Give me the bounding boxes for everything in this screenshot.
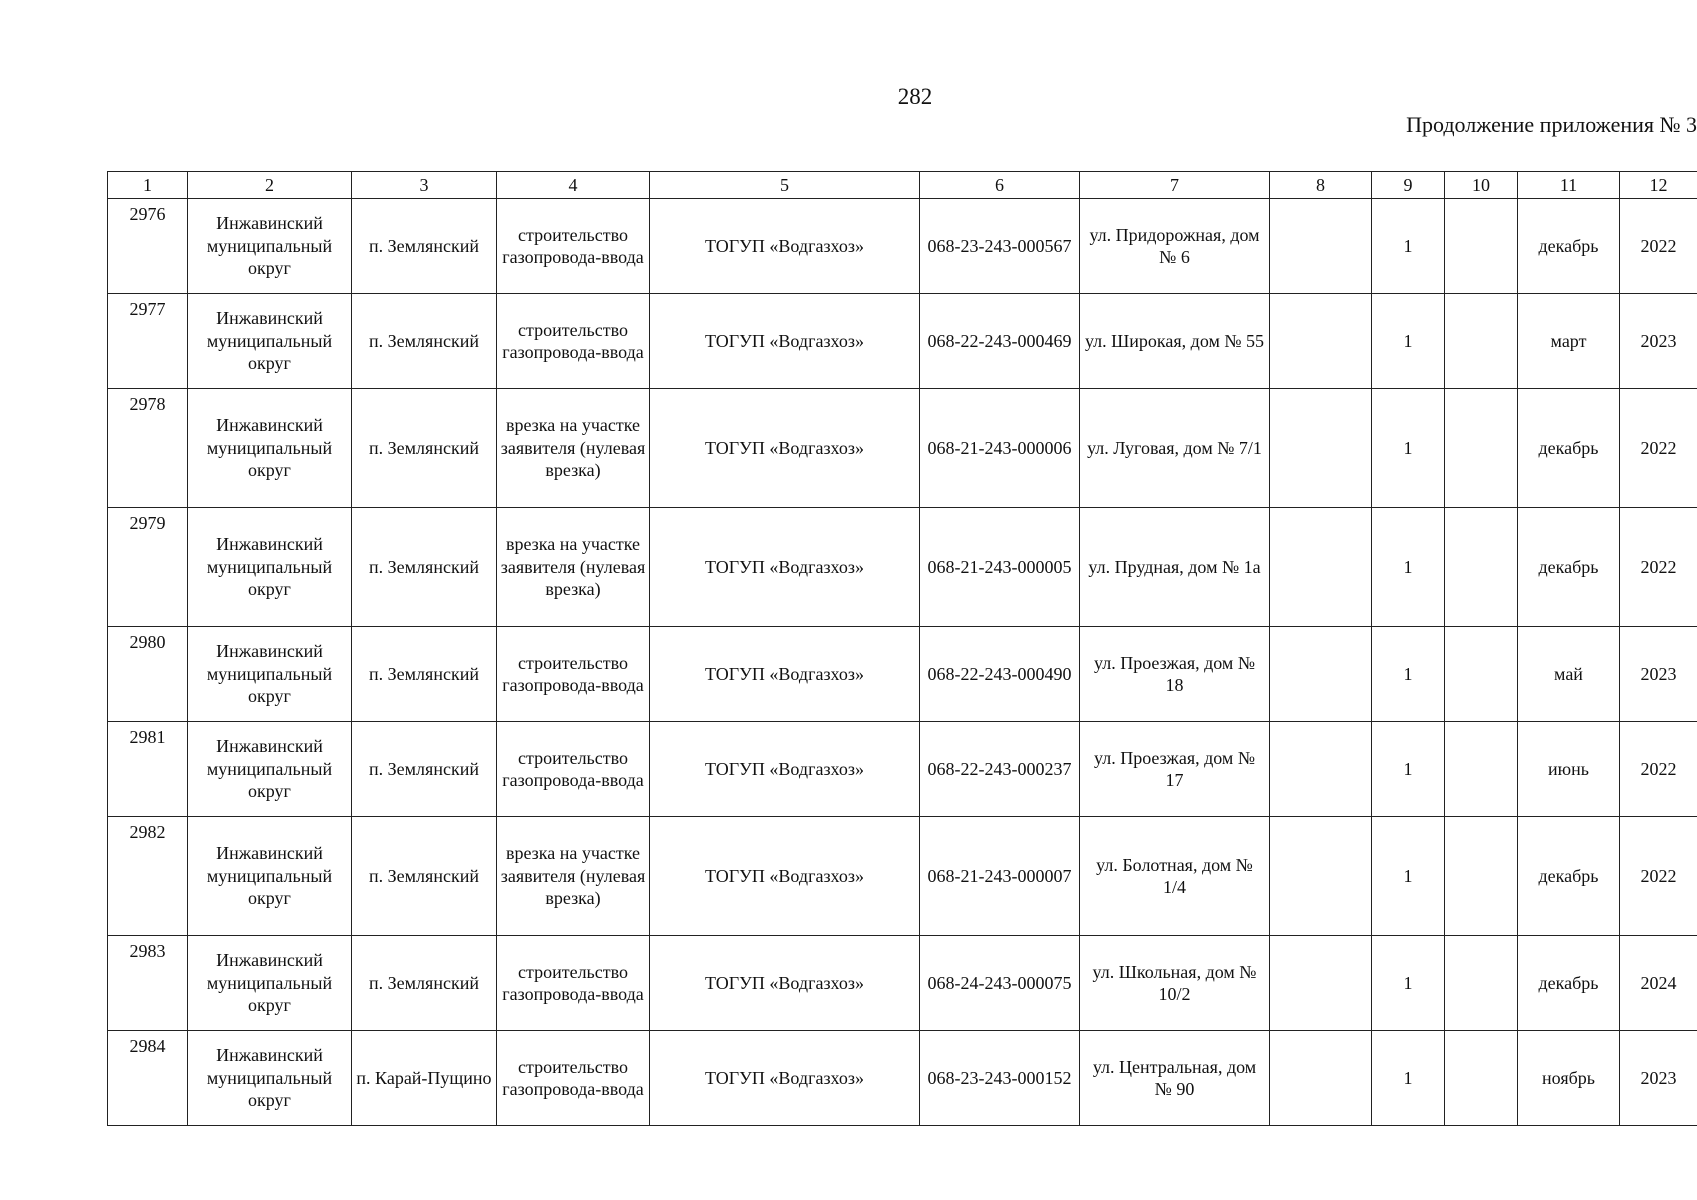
cell-settlement [352, 1031, 497, 1126]
cell-application-number [920, 627, 1080, 722]
table-row [108, 389, 1697, 508]
cell-text: декабрь [1538, 437, 1599, 458]
cell-settlement [352, 627, 497, 722]
cell-work-type [497, 936, 650, 1031]
column-header: 9 [1372, 172, 1445, 199]
cell-text: июнь [1548, 758, 1589, 779]
cell-year [1620, 389, 1697, 508]
cell-text: ТОГУП «Водгазхоз» [705, 437, 864, 458]
cell-application-number [920, 389, 1080, 508]
table-row [108, 1031, 1697, 1126]
cell-settlement [352, 936, 497, 1031]
cell-text: врезка на участке заявителя (нулевая врезка) [500, 534, 646, 600]
table-row [108, 508, 1697, 627]
cell-text: 068-23-243-000567 [927, 235, 1072, 256]
cell-text: 068-21-243-000006 [927, 437, 1072, 458]
cell-quantity [1372, 817, 1445, 936]
table-row [108, 817, 1697, 936]
cell-text: ТОГУП «Водгазхоз» [705, 330, 864, 351]
cell-address [1080, 722, 1270, 817]
column-header: 12 [1620, 172, 1697, 199]
cell-col-8 [1270, 508, 1372, 627]
cell-work-type [497, 294, 650, 389]
cell-text: 2024 [1640, 972, 1677, 993]
cell-application-number [920, 508, 1080, 627]
cell-district [188, 722, 352, 817]
cell-text: п. Землянский [369, 235, 479, 256]
column-header: 7 [1080, 172, 1270, 199]
cell-text: ул. Широкая, дом № 55 [1084, 330, 1265, 351]
cell-text: п. Землянский [369, 437, 479, 458]
cell-month [1518, 199, 1620, 294]
table-header [108, 172, 1697, 199]
cell-text: п. Землянский [369, 330, 479, 351]
cell-text: 2979 [129, 513, 166, 533]
cell-organization [650, 817, 920, 936]
cell-organization [650, 722, 920, 817]
cell-text: 2978 [129, 394, 166, 414]
cell-year [1620, 199, 1697, 294]
cell-district [188, 199, 352, 294]
cell-text: 1 [1403, 437, 1413, 458]
cell-text: 1 [1403, 758, 1413, 779]
cell-row-number [108, 936, 188, 1031]
cell-address [1080, 627, 1270, 722]
cell-settlement [352, 294, 497, 389]
cell-col-8 [1270, 1031, 1372, 1126]
cell-text: строительство газопровода-ввода [502, 319, 644, 362]
cell-work-type [497, 817, 650, 936]
cell-text: декабрь [1538, 972, 1599, 993]
cell-text: врезка на участке заявителя (нулевая врезка) [500, 843, 646, 909]
cell-text: п. Землянский [369, 758, 479, 779]
cell-application-number [920, 1031, 1080, 1126]
cell-text: строительство газопровода-ввода [502, 747, 644, 790]
cell-month [1518, 389, 1620, 508]
cell-text: 2023 [1640, 663, 1677, 684]
cell-month [1518, 936, 1620, 1031]
cell-text: 2023 [1640, 330, 1677, 351]
cell-address [1080, 1031, 1270, 1126]
cell-text: 1 [1403, 972, 1413, 993]
cell-address [1080, 389, 1270, 508]
cell-month [1518, 1031, 1620, 1126]
cell-text: п. Землянский [369, 865, 479, 886]
cell-address [1080, 508, 1270, 627]
column-header: 11 [1518, 172, 1620, 199]
cell-quantity [1372, 389, 1445, 508]
cell-row-number [108, 722, 188, 817]
cell-text: 068-21-243-000005 [927, 556, 1072, 577]
cell-text: 2022 [1640, 865, 1677, 886]
cell-row-number [108, 817, 188, 936]
cell-text: 068-23-243-000152 [927, 1067, 1072, 1088]
cell-col-10 [1445, 817, 1518, 936]
cell-text: 1 [1403, 235, 1413, 256]
cell-text: ул. Проезжая, дом № 18 [1094, 652, 1255, 695]
cell-text: ТОГУП «Водгазхоз» [705, 758, 864, 779]
cell-work-type [497, 389, 650, 508]
cell-district [188, 1031, 352, 1126]
header-row [108, 172, 1697, 199]
cell-text: 2023 [1640, 1067, 1677, 1088]
cell-text: май [1554, 663, 1583, 684]
cell-text: п. Землянский [369, 972, 479, 993]
cell-address [1080, 199, 1270, 294]
cell-organization [650, 936, 920, 1031]
table-row [108, 722, 1697, 817]
cell-work-type [497, 199, 650, 294]
cell-organization [650, 1031, 920, 1126]
cell-settlement [352, 722, 497, 817]
cell-text: п. Карай-Пущино [356, 1067, 492, 1088]
cell-organization [650, 199, 920, 294]
cell-quantity [1372, 722, 1445, 817]
cell-year [1620, 1031, 1697, 1126]
cell-text: декабрь [1538, 556, 1599, 577]
cell-text: 2022 [1640, 235, 1677, 256]
cell-text: ул. Школьная, дом № 10/2 [1092, 961, 1257, 1004]
cell-application-number [920, 936, 1080, 1031]
cell-text: 1 [1403, 556, 1413, 577]
cell-organization [650, 294, 920, 389]
cell-district [188, 389, 352, 508]
column-header: 3 [352, 172, 497, 199]
cell-text: Инжавинский муниципальный округ [206, 950, 333, 1016]
cell-text: п. Землянский [369, 556, 479, 577]
cell-quantity [1372, 936, 1445, 1031]
cell-text: Инжавинский муниципальный округ [206, 1045, 333, 1111]
cell-text: 2022 [1640, 437, 1677, 458]
cell-row-number [108, 199, 188, 294]
cell-quantity [1372, 508, 1445, 627]
column-header: 1 [108, 172, 188, 199]
cell-text: 2981 [129, 727, 166, 747]
cell-text: ул. Проезжая, дом № 17 [1094, 747, 1255, 790]
cell-text: 2022 [1640, 556, 1677, 577]
cell-col-10 [1445, 627, 1518, 722]
cell-settlement [352, 817, 497, 936]
cell-text: Инжавинский муниципальный округ [206, 534, 333, 600]
cell-application-number [920, 294, 1080, 389]
cell-col-10 [1445, 722, 1518, 817]
cell-year [1620, 508, 1697, 627]
cell-text: 068-22-243-000469 [927, 330, 1072, 351]
cell-month [1518, 508, 1620, 627]
cell-text: строительство газопровода-ввода [502, 224, 644, 267]
cell-application-number [920, 722, 1080, 817]
cell-year [1620, 294, 1697, 389]
cell-work-type [497, 722, 650, 817]
cell-text: строительство газопровода-ввода [502, 961, 644, 1004]
cell-district [188, 294, 352, 389]
cell-col-8 [1270, 294, 1372, 389]
cell-text: 068-24-243-000075 [927, 972, 1072, 993]
cell-text: Инжавинский муниципальный округ [206, 308, 333, 374]
cell-quantity [1372, 1031, 1445, 1126]
cell-quantity [1372, 627, 1445, 722]
cell-col-10 [1445, 508, 1518, 627]
page-number: 282 [897, 84, 933, 109]
cell-month [1518, 817, 1620, 936]
cell-text: 1 [1403, 663, 1413, 684]
cell-text: декабрь [1538, 235, 1599, 256]
registry-table [107, 171, 1697, 1126]
cell-col-8 [1270, 389, 1372, 508]
cell-row-number [108, 627, 188, 722]
cell-text: 1 [1403, 330, 1413, 351]
cell-quantity [1372, 294, 1445, 389]
cell-address [1080, 817, 1270, 936]
cell-text: Инжавинский муниципальный округ [206, 843, 333, 909]
cell-work-type [497, 1031, 650, 1126]
cell-year [1620, 722, 1697, 817]
cell-text: п. Землянский [369, 663, 479, 684]
cell-text: 2976 [129, 204, 166, 224]
cell-text: 2982 [129, 822, 166, 842]
cell-organization [650, 627, 920, 722]
cell-col-8 [1270, 199, 1372, 294]
cell-text: ТОГУП «Водгазхоз» [705, 865, 864, 886]
appendix-continuation-note: Продолжение приложения № 3 [1406, 112, 1697, 137]
cell-settlement [352, 389, 497, 508]
cell-text: ноябрь [1542, 1067, 1595, 1088]
cell-text: ТОГУП «Водгазхоз» [705, 972, 864, 993]
column-header: 5 [650, 172, 920, 199]
cell-text: строительство газопровода-ввода [502, 652, 644, 695]
cell-col-8 [1270, 817, 1372, 936]
cell-text: 2984 [129, 1036, 166, 1056]
table-row [108, 627, 1697, 722]
cell-text: ТОГУП «Водгазхоз» [705, 556, 864, 577]
cell-text: Инжавинский муниципальный округ [206, 213, 333, 279]
cell-settlement [352, 508, 497, 627]
cell-text: ул. Придорожная, дом № 6 [1089, 224, 1260, 267]
cell-text: март [1550, 330, 1587, 351]
cell-row-number [108, 294, 188, 389]
cell-col-10 [1445, 389, 1518, 508]
cell-district [188, 936, 352, 1031]
cell-text: ТОГУП «Водгазхоз» [705, 235, 864, 256]
cell-col-8 [1270, 722, 1372, 817]
cell-text: 2022 [1640, 758, 1677, 779]
cell-work-type [497, 627, 650, 722]
cell-text: ул. Прудная, дом № 1а [1088, 556, 1261, 577]
cell-year [1620, 817, 1697, 936]
cell-district [188, 817, 352, 936]
cell-row-number [108, 508, 188, 627]
column-header: 6 [920, 172, 1080, 199]
cell-text: 068-22-243-000237 [927, 758, 1072, 779]
cell-district [188, 508, 352, 627]
cell-col-8 [1270, 936, 1372, 1031]
cell-text: 2983 [129, 941, 166, 961]
cell-col-10 [1445, 294, 1518, 389]
cell-organization [650, 508, 920, 627]
cell-year [1620, 936, 1697, 1031]
cell-month [1518, 722, 1620, 817]
cell-text: Инжавинский муниципальный округ [206, 641, 333, 707]
cell-text: врезка на участке заявителя (нулевая врезка) [500, 415, 646, 481]
cell-settlement [352, 199, 497, 294]
cell-quantity [1372, 199, 1445, 294]
cell-col-10 [1445, 199, 1518, 294]
cell-row-number [108, 1031, 188, 1126]
table-row [108, 199, 1697, 294]
cell-text: 2977 [129, 299, 166, 319]
table-row [108, 936, 1697, 1031]
cell-col-10 [1445, 1031, 1518, 1126]
cell-text: 2980 [129, 632, 166, 652]
cell-text: ТОГУП «Водгазхоз» [705, 663, 864, 684]
cell-organization [650, 389, 920, 508]
cell-col-8 [1270, 627, 1372, 722]
cell-text: ул. Болотная, дом № 1/4 [1096, 854, 1253, 897]
cell-application-number [920, 817, 1080, 936]
cell-text: ул. Луговая, дом № 7/1 [1087, 437, 1262, 458]
cell-month [1518, 627, 1620, 722]
cell-col-10 [1445, 936, 1518, 1031]
cell-month [1518, 294, 1620, 389]
cell-text: строительство газопровода-ввода [502, 1056, 644, 1099]
cell-text: 1 [1403, 1067, 1413, 1088]
cell-work-type [497, 508, 650, 627]
column-header: 2 [188, 172, 352, 199]
cell-text: 068-22-243-000490 [927, 663, 1072, 684]
cell-district [188, 627, 352, 722]
column-header: 8 [1270, 172, 1372, 199]
cell-text: декабрь [1538, 865, 1599, 886]
cell-year [1620, 627, 1697, 722]
column-header: 4 [497, 172, 650, 199]
cell-text: Инжавинский муниципальный округ [206, 736, 333, 802]
table-body [108, 199, 1697, 1126]
cell-text: 068-21-243-000007 [927, 865, 1072, 886]
cell-text: ул. Центральная, дом № 90 [1092, 1056, 1257, 1099]
cell-text: 1 [1403, 865, 1413, 886]
cell-address [1080, 936, 1270, 1031]
table-row [108, 294, 1697, 389]
cell-application-number [920, 199, 1080, 294]
column-header: 10 [1445, 172, 1518, 199]
cell-text: Инжавинский муниципальный округ [206, 415, 333, 481]
cell-address [1080, 294, 1270, 389]
cell-text: ТОГУП «Водгазхоз» [705, 1067, 864, 1088]
cell-row-number [108, 389, 188, 508]
